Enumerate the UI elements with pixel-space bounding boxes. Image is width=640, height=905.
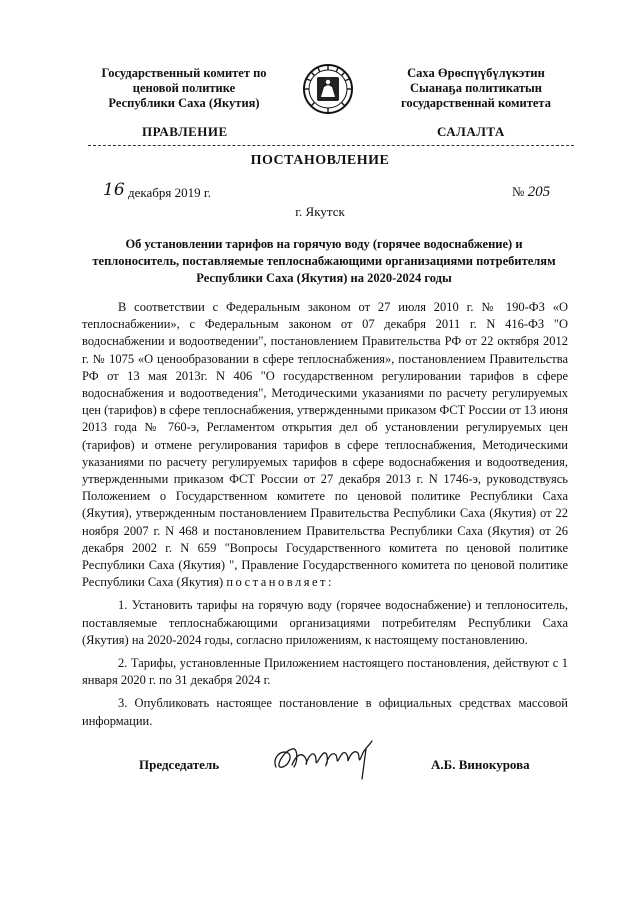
date-month-year: декабря 2019 г. [128,185,211,200]
header-divider [88,145,574,146]
header-left-ru [80,66,288,111]
coat-of-arms-emblem [302,63,354,115]
decree-item: 3. Опубликовать настоящее постановление в официальных средствах массовой информации. [82,696,568,728]
header-left-line: Республики Саха (Якутия) [108,96,260,110]
header-right-line: Саха Өрөспүүбүлүкэтин [407,66,545,80]
header-left-line: ценовой политике [132,81,236,95]
document-body [82,299,568,730]
city: г. Якутск [295,204,345,219]
signer-title: Председатель [139,757,220,772]
header-left-line: Государственный комитет по [101,66,267,80]
decree-item: 1. Установить тарифы на горячую воду (горячее водоснабжение) и теплоноситель, поставляемые теплоснабжающими организациями потребителям Республики Саха (Якутия) на 2020-2024 годы, согласно приложениям, к настоящему постановлению. [82,598,568,647]
number-label: № [512,184,525,199]
document-number [512,184,550,201]
decree-word: постановляет: [226,575,334,590]
header-right-sakha [376,66,576,111]
document-subject: Об установлении тарифов на горячую воду (горячее водоснабжение) и теплоноситель, поставляемые теплоснабжающими организациями потребителям Республики Саха (Якутия) на 2020-2024 годы [92,237,556,285]
preamble-paragraph [82,299,568,591]
header-right-line: Сыанаҕа политикатын [410,81,542,95]
preamble-text: В соответствии с Федеральным законом от 27 июля 2010 г. № 190-ФЗ «О теплоснабжении», с Федеральным законом от 07 декабря 2011 г. N 416-ФЗ "О водоснабжении и водоотведении", постановлением Правительства РФ от 22 октября 2012 г. № 1075 «О ценообразовании в сфере теплоснабжения», постановлением Правительства РФ от 13 мая 2013г. N 406 "О государственном регулировании тарифов в сфере водоснабжения и водоотведения", Методическими указаниями по расчету регулируемых цен (тарифов) в сфере теплоснабжения, утвержденными приказом ФСТ России от 13 июня 2013 года № 760-э, Регламентом открытия дел об установлении регулируемых цен (тарифов) и отмене регулирования тарифов в сфере теплоснабжения, Методическими указаниями по расчету регулируемых тарифов в сфере водоснабжения и водоотведения, утвержденными приказом ФСТ России от 27 декабря 2013 г. N 1746-э, руководствуясь Положением о Государственном комитете по ценовой политике Республики Саха (Якутия), утвержденным постановлением Правительства Республики Саха (Якутия) от 22 ноября 2007 г. N 468 и постановлением Правительства Республики Саха (Якутия) от 26 декабря 2002 г. N 659 "Вопросы Государственного комитета по ценовой политике Республики Саха (Якутия) ", Правление Государственного комитета по ценовой политике Республики Саха (Якутия) [82,300,568,590]
date-day-handwritten: 16 [103,180,125,200]
board-label-sakha: САЛАЛТА [437,124,505,139]
board-label-ru: ПРАВЛЕНИЕ [142,124,228,139]
handwritten-signature [268,737,378,783]
decree-item: 2. Тарифы, установленные Приложением настоящего постановления, действуют с 1 января 2020 г. по 31 декабря 2024 г. [82,656,568,688]
document-title: ПОСТАНОВЛЕНИЕ [250,153,390,168]
signer-name: А.Б. Винокурова [431,757,530,772]
header-right-line: государственнай комитета [401,96,551,110]
number-value-handwritten: 205 [527,184,551,200]
